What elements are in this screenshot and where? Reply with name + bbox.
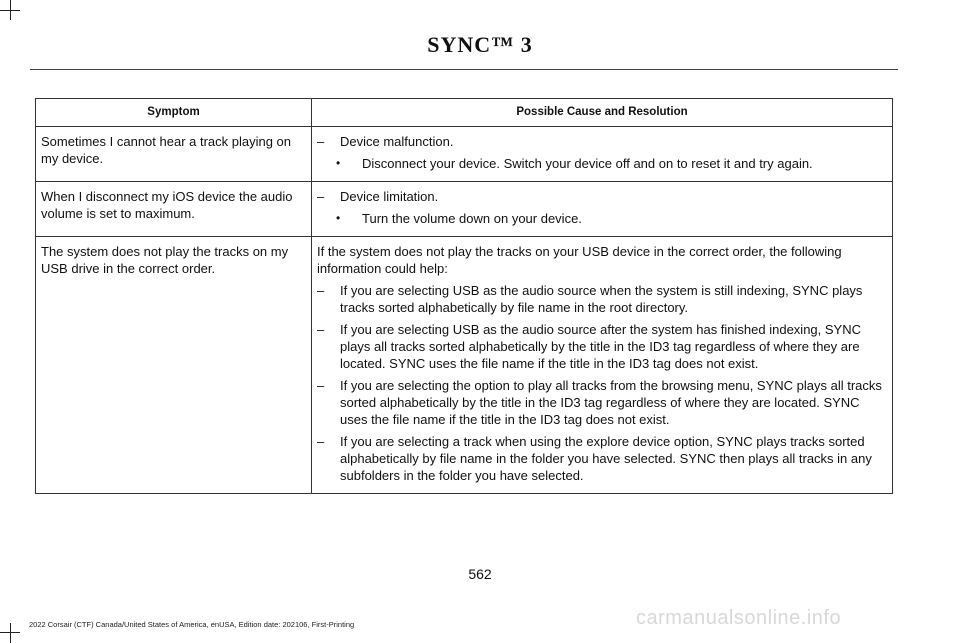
title-divider	[30, 69, 898, 70]
page-number: 562	[468, 566, 492, 582]
action-text: Disconnect your device. Switch your device off and on to reset it and try again.	[362, 156, 813, 171]
crop-mark-top-horizontal	[0, 10, 20, 11]
list-item	[317, 282, 887, 316]
cause-text: Device limitation.	[340, 189, 439, 204]
cause-cell	[312, 127, 893, 182]
table-row	[36, 237, 893, 494]
dash-marker: –	[317, 434, 325, 449]
dash-marker: –	[317, 283, 325, 298]
cause-cell	[312, 182, 893, 237]
symptom-cell: The system does not play the tracks on my USB drive in the correct order.	[36, 237, 312, 494]
bullet-marker: •	[336, 211, 341, 225]
dash-marker: –	[317, 134, 325, 149]
edition-footer: 2022 Corsair (CTF) Canada/United States of America, enUSA, Edition date: 202106, First-Printing	[29, 620, 355, 629]
cause-line	[317, 133, 887, 150]
table-row	[36, 182, 893, 237]
list-item-text: If you are selecting a track when using the explore device option, SYNC plays tracks sorted alphabetically by file name in the folder you have selected. SYNC then plays all tracks in any subfolders in the folder you have selected.	[340, 434, 872, 483]
list-item-text: If you are selecting the option to play all tracks from the browsing menu, SYNC plays all tracks sorted alphabetically by the title in the ID3 tag regardless of where they are located. SYNC uses the file name if the title in the ID3 tag does not exist.	[340, 378, 882, 427]
dash-marker: –	[317, 378, 325, 393]
crop-mark-bottom-horizontal	[0, 632, 20, 633]
action-item	[336, 155, 887, 172]
list-item	[317, 321, 887, 372]
symptom-cell: When I disconnect my iOS device the audio volume is set to maximum.	[36, 182, 312, 237]
cause-cell	[312, 237, 893, 494]
list-item-text: If you are selecting USB as the audio source after the system has finished indexing, SYNC plays all tracks sorted alphabetically by the title in the ID3 tag regardless of where they are located. SYNC uses the file name if the title in the ID3 tag does not exist.	[340, 322, 861, 371]
list-item	[317, 377, 887, 428]
action-item	[336, 210, 887, 227]
column-header-symptom: Symptom	[36, 99, 312, 127]
list-item	[317, 433, 887, 484]
cause-line	[317, 188, 887, 205]
intro-text: If the system does not play the tracks on your USB device in the correct order, the following information could help:	[317, 244, 842, 276]
table-header-row	[36, 99, 893, 127]
dash-marker: –	[317, 189, 325, 204]
column-header-cause: Possible Cause and Resolution	[312, 99, 893, 127]
list-item-text: If you are selecting USB as the audio source when the system is still indexing, SYNC plays tracks sorted alphabetically by file name in the root directory.	[340, 283, 863, 315]
action-text: Turn the volume down on your device.	[362, 211, 582, 226]
dash-marker: –	[317, 322, 325, 337]
watermark: carmanualsonline.info	[636, 607, 842, 629]
troubleshooting-table	[35, 98, 893, 494]
section-title: SYNC™ 3	[427, 32, 533, 57]
table-row	[36, 127, 893, 182]
symptom-cell: Sometimes I cannot hear a track playing on my device.	[36, 127, 312, 182]
cause-text: Device malfunction.	[340, 134, 454, 149]
bullet-marker: •	[336, 156, 341, 170]
crop-mark-bottom-vertical	[10, 623, 11, 643]
